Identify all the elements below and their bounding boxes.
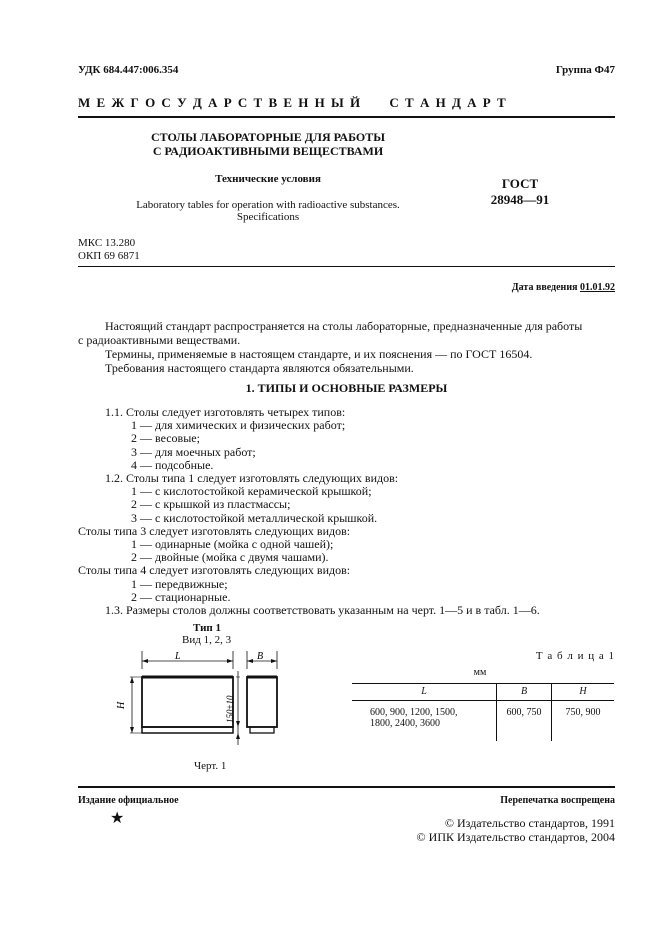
udk-code: УДК 684.447:006.354 (78, 64, 179, 76)
front-view-top (142, 677, 233, 727)
copyright-2004: © ИПК Издательство стандартов, 2004 (416, 830, 615, 844)
section-line: Столы типа 3 следует изготовлять следующих видов: (78, 523, 351, 538)
intro-date (512, 282, 615, 293)
footer-rule (78, 786, 615, 788)
english-title-1: Laboratory tables for operation with radioactive substances. (136, 199, 400, 211)
reprint-notice: Перепечатка воспрещена (500, 795, 615, 806)
title-line-2: С РАДИОАКТИВНЫМИ ВЕЩЕСТВАМИ (152, 144, 384, 158)
dim-label-L: L (175, 651, 181, 662)
english-title-2: Specifications (236, 211, 300, 223)
table-1-unit: мм (473, 667, 487, 678)
intro-p3: Требования настоящего стандарта являются обязательными. (105, 361, 414, 375)
arrow-icon (130, 727, 134, 733)
table-drawing (100, 645, 280, 755)
section-line: 2 — с крышкой из пластмассы; (131, 497, 291, 512)
intro-p1-line2: с радиоактивными веществами. (78, 333, 241, 347)
group-code: Группа Ф47 (555, 64, 615, 76)
official-edition: Издание официальное (78, 795, 179, 806)
arrow-icon (227, 659, 233, 663)
section-1-heading: 1. ТИПЫ И ОСНОВНЫЕ РАЗМЕРЫ (245, 381, 448, 395)
table-header-L: L (352, 683, 497, 701)
intro-p2: Термины, применяемые в настоящем стандарте, и их пояснения — по ГОСТ 16504. (105, 347, 533, 361)
figure-caption: Черт. 1 (194, 760, 227, 772)
gost-label: ГОСТ (501, 176, 539, 191)
section-line: 1.2. Столы типа 1 следует изготовлять следующих видов: (105, 471, 399, 486)
okp-code: ОКП 69 6871 (78, 250, 140, 262)
intro-date-value: 01.01.92 (580, 282, 615, 293)
banner-rule (78, 116, 615, 118)
standard-banner: М Е Ж Г О С У Д А Р С Т В Е Н Н Ы Й С Т А Н Д А Р Т (78, 95, 507, 110)
arrow-icon (130, 677, 134, 683)
section-line: 4 — подсобные. (131, 457, 214, 472)
arrow-icon (271, 659, 277, 663)
section-line: 3 — с кислотостойкой металлической крышкой. (131, 510, 378, 525)
table-cell-L-line1: 600, 900, 1200, 1500, (370, 707, 458, 718)
section-line: 1 — одинарные (мойка с одной чашей); (131, 537, 334, 552)
intro-p1-line1: Настоящий стандарт распространяется на столы лабораторные, предназначенные для работы (105, 319, 583, 333)
section-line: 3 — для моечных работ; (131, 444, 256, 459)
section-line: 1 — для химических и физических работ; (131, 418, 346, 433)
arrow-icon (236, 733, 240, 739)
star-icon: ★ (110, 810, 125, 827)
section-line: 1 — с кислотостойкой керамической крышкой; (131, 484, 372, 499)
dim-label-H: H (116, 701, 127, 709)
codes-rule (78, 266, 615, 267)
arrow-icon (236, 721, 240, 727)
table-cell-B: 600, 750 (497, 701, 552, 742)
table-cell-L-line2: 1800, 2400, 3600 (370, 718, 440, 729)
intro-date-label: Дата введения (511, 282, 578, 293)
table-header-H: H (552, 683, 615, 701)
section-line: Столы типа 4 следует изготовлять следующих видов: (78, 563, 351, 578)
figure-view-label: Вид 1, 2, 3 (182, 634, 232, 646)
table-1-title: Т а б л и ц а 1 (535, 650, 615, 662)
dim-label-150: 150±10 (225, 695, 235, 723)
section-line: 2 — двойные (мойка с двумя чашами). (131, 550, 329, 565)
intro-paragraphs (78, 319, 615, 375)
gost-number: 28948—91 (490, 192, 550, 207)
section-line: 2 — весовые; (131, 431, 200, 446)
side-view-base (250, 727, 274, 733)
section-line: 2 — стационарные. (131, 589, 231, 604)
title-subtitle: Технические условия (215, 173, 321, 185)
section-line: 1 — передвижные; (131, 576, 228, 591)
section-line: 1.3. Размеры столов должны соответствовать указанным на черт. 1—5 и в табл. 1—6. (105, 603, 540, 618)
arrow-icon (247, 659, 253, 663)
copyright-1991: © Издательство стандартов, 1991 (444, 816, 615, 830)
section-line: 1.1. Столы следует изготовлять четырех типов: (105, 405, 346, 419)
section-1-body (78, 406, 615, 617)
table-cell-H: 750, 900 (552, 701, 615, 742)
table-header-row (352, 683, 614, 701)
figure-type-label: Тип 1 (193, 622, 221, 634)
table-cell-L (352, 701, 497, 742)
arrow-icon (142, 659, 148, 663)
dim-label-B: B (257, 651, 264, 662)
front-view-base (142, 727, 233, 733)
table-1 (352, 683, 614, 741)
title-line-1: СТОЛЫ ЛАБОРАТОРНЫЕ ДЛЯ РАБОТЫ (150, 130, 386, 144)
mks-code: МКС 13.280 (78, 237, 136, 249)
table-header-B: B (497, 683, 552, 701)
table-row (352, 701, 614, 742)
side-view-body (247, 677, 277, 727)
